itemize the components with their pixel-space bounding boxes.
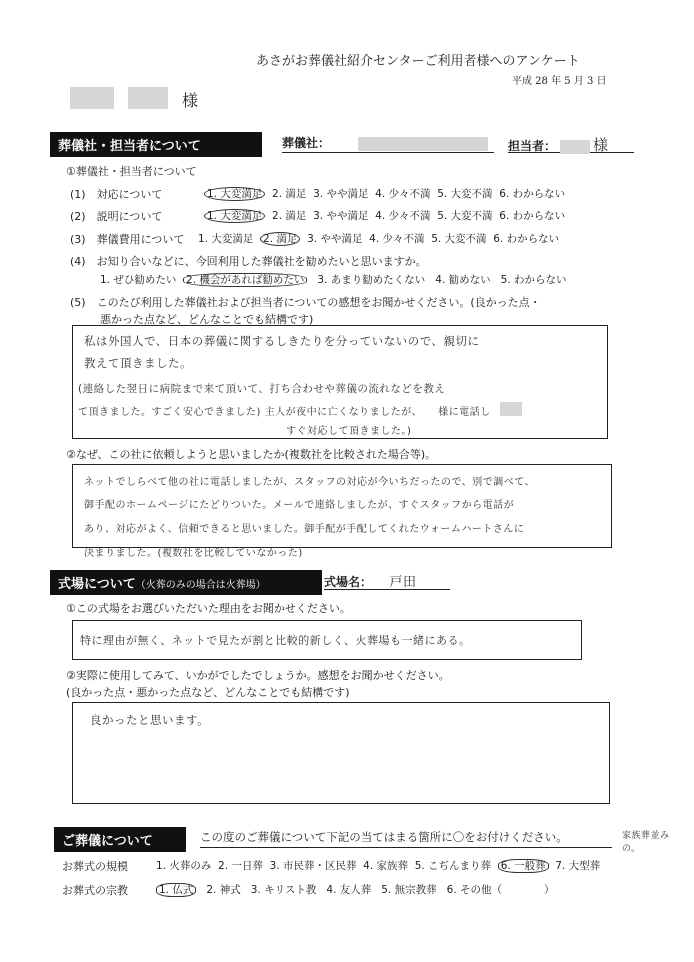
scale-handwritten-note: 家族葬並みの。: [622, 831, 670, 854]
row-response-label: (1) 対応について: [70, 188, 163, 201]
option: 3. やや満足: [313, 210, 369, 222]
q5-label: (5) このたび利用した葬儀社および担当者についての感想をお聞かせください。(良かった点・: [70, 296, 541, 309]
scale-options: [156, 858, 600, 873]
option: 2. 満足: [260, 232, 300, 246]
redacted-staff: [560, 140, 590, 154]
venue-heading-note: （火葬のみの場合は火葬場）: [135, 580, 266, 591]
survey-date: 平成 28 年 5 月 3 日: [512, 76, 607, 87]
option: 1. 大変満足: [204, 187, 265, 201]
q4-options: [100, 272, 567, 287]
redacted-staff-mention: [500, 402, 522, 416]
option: 4. 友人葬: [326, 884, 372, 896]
religion-options: [156, 882, 555, 897]
staff-honorific: 様: [593, 136, 609, 154]
option: 1. ぜひ勧めたい: [100, 274, 177, 286]
option: 5. 大変不満: [431, 233, 487, 245]
venue-q2-label-line2: (良かった点・悪かった点など、どんなことでも結構です): [66, 686, 350, 699]
row-explanation-label: (2) 説明について: [70, 210, 163, 223]
option: 5. 大変不満: [437, 210, 493, 222]
customer-honorific: 様: [182, 91, 199, 110]
option: 2. 神式: [206, 884, 241, 896]
option: 5. 無宗教葬: [381, 884, 437, 896]
q2-answer-line: 決まりました。(複数社を比較していなかった): [84, 548, 303, 559]
option: 3. キリスト教: [250, 884, 317, 896]
option: 1. 大変満足: [198, 233, 254, 245]
funeral-instruction-text: この度のご葬儀について下記の当てはまる箇所に〇をお付けください。: [200, 830, 568, 844]
option: 6. わからない: [499, 210, 566, 222]
redacted-name-1: [70, 87, 114, 109]
option: 2. 満足: [272, 210, 307, 222]
religion-label: お葬式の宗教: [62, 884, 128, 897]
funeral-instruction: [200, 829, 612, 848]
option: 3. あまり勧めたくない: [317, 274, 426, 286]
q5-answer-line: 教えて頂きました。: [84, 356, 192, 370]
q4-label: (4) お知り合いなどに、今回利用した葬儀社を勧めたいと思いますか。: [70, 255, 427, 268]
option: 2. 機会があれば勧めたい: [183, 273, 307, 287]
q1-title: ①葬儀社・担当者について: [66, 165, 197, 178]
option: 3. 市民葬・区民葬: [269, 860, 357, 872]
venue-q1-label: ①この式場をお選びいただいた理由をお聞かせください。: [66, 602, 351, 615]
venue-label: 式場名：: [324, 575, 373, 589]
option: 6. その他（ ）: [446, 884, 555, 896]
funeral-home-field: [282, 134, 494, 153]
venue-q2-label: ②実際に使用してみて、いかがでしたでしょうか。感想をお聞かせください。: [66, 669, 450, 682]
row-cost-options: [198, 231, 559, 246]
venue-q1-answer: 特に理由が無く、ネットで見たが割と比較的新しく、火葬場も一緒にある。: [80, 634, 471, 647]
section-heading-venue: [50, 570, 322, 595]
option: 4. 家族葬: [363, 860, 408, 872]
row-explanation-options: [204, 208, 565, 223]
q5-answer-line: すぐ対応して頂きました。): [286, 426, 412, 437]
survey-title: あさがお葬儀社紹介センターご利用者様へのアンケート: [256, 54, 580, 69]
option: 1. 仏式: [156, 883, 196, 897]
option: 5. わからない: [500, 274, 567, 286]
q2-why-label: ②なぜ、この社に依頼しようと思いましたか(複数社を比較された場合等)。: [66, 448, 437, 461]
section-heading-funeral-home: 葬儀社・担当者について: [50, 132, 262, 157]
option: 6. わからない: [499, 188, 566, 200]
staff-label: 担当者：: [508, 139, 557, 153]
option: 6. わからない: [493, 233, 560, 245]
option: 6. 一般葬: [498, 859, 549, 873]
row-cost-label: (3) 葬儀費用について: [70, 233, 185, 246]
option: 4. 少々不満: [375, 210, 431, 222]
q2-answer-line: ネットでしらべて他の社に電話しましたが、スタッフの対応が今いちだったので、別で調べて、: [84, 477, 536, 488]
row-response-options: [204, 186, 565, 201]
option: 7. 大型葬: [555, 860, 601, 872]
option: 3. やや満足: [313, 188, 369, 200]
section-heading-funeral: ご葬儀について: [54, 827, 186, 852]
redacted-funeral-home: [358, 137, 488, 151]
funeral-home-label: 葬儀社：: [282, 136, 331, 150]
venue-q2-answer: 良かったと思います。: [90, 713, 210, 727]
redacted-name-2: [128, 87, 168, 109]
scale-label: お葬式の規模: [62, 860, 128, 873]
option: 4. 勧めない: [435, 274, 491, 286]
option: 5. 大変不満: [437, 188, 493, 200]
q5-answer-line: 私は外国人で、日本の葬儀に関するしきたりを分っていないので、親切に: [84, 334, 480, 348]
q5-label-line2: 悪かった点など、どんなことでも結構です): [100, 313, 314, 326]
venue-field: [324, 571, 450, 590]
venue-heading-text: 式場について: [58, 577, 136, 592]
q2-answer-line: 御手配のホームページにたどりついた。メールで連絡しましたが、すぐスタッフから電話が: [84, 500, 515, 511]
option: 2. 一日葬: [218, 860, 263, 872]
q5-answer-line: (連絡した翌日に病院まで来て頂いて、打ち合わせや葬儀の流れなどを教え: [78, 383, 446, 395]
option: 4. 少々不満: [375, 188, 431, 200]
option: 3. やや満足: [307, 233, 363, 245]
option: 4. 少々不満: [369, 233, 425, 245]
option: 1. 大変満足: [204, 209, 265, 223]
option: 2. 満足: [272, 188, 307, 200]
venue-value: 戸田: [389, 575, 417, 590]
option: 5. こぢんまり葬: [414, 860, 492, 872]
option: 1. 火葬のみ: [156, 860, 212, 872]
staff-field: [508, 134, 634, 153]
q2-answer-line: あり、対応がよく、信頼できると思いました。御手配が手配してくれたウォームハートさんに: [84, 524, 525, 535]
q5-answer-line: て頂きました。すごく安心できました) 主人が夜中に亡くなりましたが、 様に電話し: [78, 407, 491, 418]
